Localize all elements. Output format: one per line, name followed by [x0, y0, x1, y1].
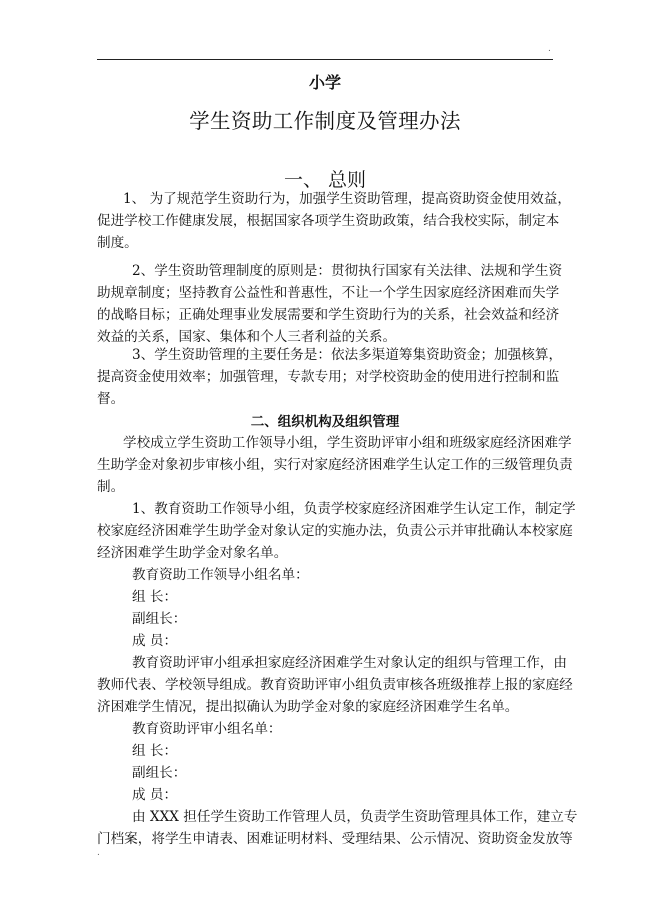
text-line: 学校成立学生资助工作领导小组，学生资助评审小组和班级家庭经济困难学: [123, 435, 572, 451]
text-line: 济困难学生情况，提出拟确认为助学金对象的家庭经济困难学生名单。: [97, 699, 519, 715]
review-list-title: 教育资助评审小组名单：: [132, 721, 282, 737]
text-line: 效益的关系，国家、集体和个人三者利益的关系。: [97, 329, 397, 345]
text-line: 经济困难学生助学金对象名单。: [97, 545, 288, 561]
review-role: 成 员：: [132, 787, 178, 803]
text-line: 2、学生资助管理制度的原则是：贯彻执行国家有关法律、法规和学生资: [132, 263, 563, 279]
text-line: 生助学金对象初步审核小组，实行对家庭经济困难学生认定工作的三级管理负责: [97, 457, 573, 473]
text-line: 制。: [97, 479, 125, 495]
section2-heading: 二、组织机构及组织管理: [250, 414, 400, 430]
text-line: 促进学校工作健康发展，根据国家各项学生资助政策，结合我校实际，制定本: [97, 213, 560, 229]
text-line: 教师代表、学校领导组成。教育资助评审小组负责审核各班级推荐上报的家庭经: [97, 677, 573, 693]
review-role: 副组长：: [132, 765, 187, 781]
document-title: 学生资助工作制度及管理办法: [189, 109, 461, 133]
section1-heading: 一、 总则: [283, 169, 367, 191]
text-line: 由 XXX 担任学生资助工作管理人员，负责学生资助管理具体工作，建立专: [132, 809, 578, 825]
text-line: 的战略目标；正确处理事业发展需要和学生资助行为的关系，社会效益和经济: [97, 307, 560, 323]
school-name: 小学: [308, 73, 341, 92]
leader-role: 成 员：: [132, 633, 178, 649]
leader-list-title: 教育资助工作领导小组名单：: [132, 567, 309, 583]
text-line: 助规章制度；坚持教育公益性和普惠性，不让一个学生因家庭经济困难而失学: [97, 285, 560, 301]
text-line: 制度。: [97, 235, 138, 251]
text-line: 门档案，将学生申请表、困难证明材料、受理结果、公示情况、资助资金发放等: [97, 831, 573, 847]
leader-role: 副组长：: [132, 611, 187, 627]
text-line: 教育资助评审小组承担家庭经济困难学生对象认定的组织与管理工作，由: [132, 655, 567, 671]
text-line: 1、 为了规范学生资助行为，加强学生资助管理，提高资助资金使用效益，: [123, 191, 571, 207]
footer-mark: .: [97, 848, 100, 858]
text-line: 校家庭经济困难学生助学金对象认定的实施办法，负责公示并审批确认本校家庭: [97, 523, 573, 539]
text-line: 督。: [97, 391, 125, 407]
text-line: 1、教育资助工作领导小组，负责学校家庭经济困难学生认定工作，制定学: [132, 501, 576, 517]
header-rule: [97, 59, 553, 60]
review-role: 组 长：: [132, 743, 178, 759]
leader-role: 组 长：: [132, 589, 178, 605]
text-line: 3、学生资助管理的主要任务是：依法多渠道筹集资助资金；加强核算，: [132, 347, 563, 363]
header-corner-mark: .: [548, 44, 551, 54]
text-line: 提高资金使用效率；加强管理，专款专用；对学校资助金的使用进行控制和监: [97, 369, 560, 385]
